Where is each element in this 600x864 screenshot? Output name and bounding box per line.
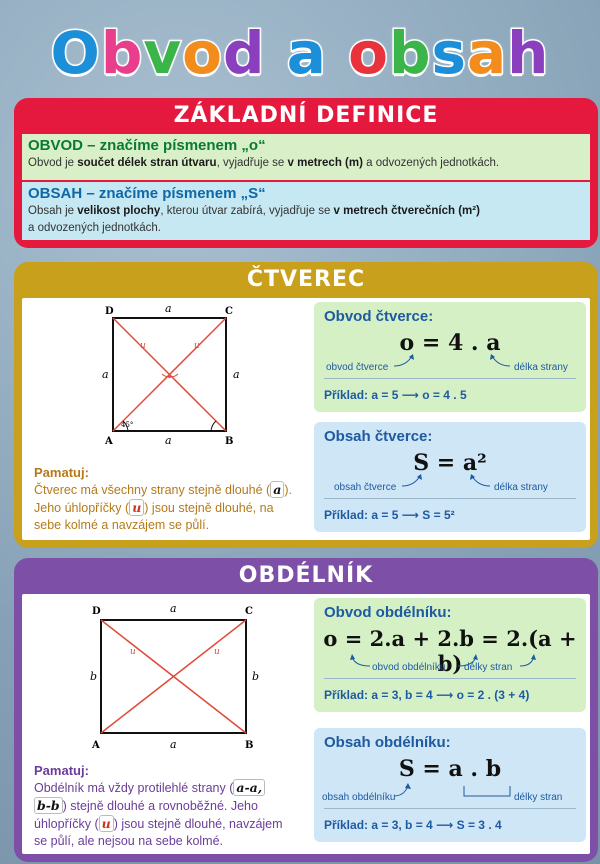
definitions-header: ZÁKLADNÍ DEFINICE <box>173 103 439 128</box>
title-letter: b <box>388 19 432 87</box>
remember-line-2: b-b ) stejně dlouhé a rovnoběžné. Jeho <box>34 797 309 815</box>
vertex-a: A <box>105 436 113 447</box>
square-center-dot <box>168 376 170 378</box>
divider <box>324 378 576 379</box>
remember-line-4: se půlí, ale nejsou na sebe kolmé. <box>34 834 224 848</box>
square-area-example: Příklad: a = 5 ⟶ S = 5² <box>324 508 455 522</box>
square-perimeter-formula: o = 4 . a <box>399 330 501 356</box>
square-perimeter-example: Příklad: a = 5 ⟶ o = 4 . 5 <box>324 388 467 402</box>
title-letter <box>327 19 348 87</box>
vertex-d: D <box>105 306 114 317</box>
square-section <box>14 262 598 548</box>
rectangle-area-panel <box>314 728 586 842</box>
side-label-top: a <box>165 302 172 315</box>
vertex-c: C <box>245 606 253 617</box>
label-obsah-obdelniku: obsah obdélníku <box>322 792 396 803</box>
title-letter: h <box>507 19 550 87</box>
title-letter: o <box>182 19 224 87</box>
side-label-left: a <box>102 368 109 381</box>
side-a-top: a <box>170 602 177 615</box>
remember-line-1: Čtverec má všechny strany stejně dlouhé ( a ). <box>34 482 292 497</box>
obvod-text: Obvod je součet délek stran útvaru, vyjadřuje se v metrech (m) a odvozených jednotkách. <box>28 157 500 169</box>
panel-title: Obsah obdélníku: <box>324 734 451 751</box>
diag-label-2: u <box>214 647 220 657</box>
label-delky-stran: délky stran <box>514 792 563 803</box>
rectangle-area-example: Příklad: a = 3, b = 4 ⟶ S = 3 . 4 <box>324 818 502 832</box>
obsah-text: Obsah je velikost plochy, kterou útvar zabírá, vyjadřuje se v metrech čtverečních (m²) a odvozených jednotkách. <box>28 205 480 234</box>
title-letter: b <box>100 19 144 87</box>
rectangle-remember-note <box>34 762 309 850</box>
title-letter: a <box>286 19 327 87</box>
title-letter: o <box>348 19 389 87</box>
vertex-b: B <box>225 436 234 447</box>
title-letter: v <box>143 19 183 87</box>
obsah-heading: OBSAH – značíme písmenem „S“ <box>28 185 266 202</box>
square-header: ČTVEREC <box>246 267 366 292</box>
divider <box>324 498 576 499</box>
title-letter: O <box>50 19 101 87</box>
square-body <box>22 298 590 540</box>
label-obsah-ctverce: obsah čtverce <box>334 482 397 493</box>
vertex-c: C <box>225 306 233 317</box>
panel-title: Obsah čtverce: <box>324 428 433 445</box>
side-a-bottom: a <box>170 738 177 751</box>
remember-line-3: úhlopříčky ( u ) jsou stejně dlouhé, navzájem <box>34 816 283 831</box>
side-b-right: b <box>252 670 260 683</box>
obvod-definition <box>22 134 590 180</box>
definitions-body <box>22 134 590 240</box>
diag-label-1: u <box>140 341 146 351</box>
label-delka-strany: délka strany <box>514 362 568 373</box>
angle-label: 45° <box>121 421 134 429</box>
square-area-formula: S = a² <box>413 450 487 476</box>
rectangle-body <box>22 594 590 854</box>
remember-line-1: Obdélník má vždy protilehlé strany ( a-a, <box>34 779 309 797</box>
rectangle-area-formula: S = a . b <box>398 756 502 782</box>
rectangle-perimeter-formula: o = 2.a + 2.b = 2.(a + b) <box>323 626 577 676</box>
label-delky-stran: délky stran <box>464 662 513 673</box>
side-label-right: a <box>233 368 240 381</box>
rectangle-diagram <box>22 594 312 754</box>
remember-title: Pamatuj: <box>34 763 89 778</box>
label-obvod-ctverce: obvod čtverce <box>326 362 389 373</box>
rectangle-section <box>14 558 598 862</box>
square-perimeter-panel <box>314 302 586 412</box>
rectangle-perimeter-example: Příklad: a = 3, b = 4 ⟶ o = 2 . (3 + 4) <box>324 688 530 702</box>
square-remember-note <box>34 464 309 534</box>
square-angle-arc-b <box>211 421 216 431</box>
vertex-b: B <box>245 740 254 751</box>
panel-title: Obvod obdélníku: <box>324 604 452 621</box>
square-diagram <box>22 298 312 458</box>
rectangle-header: OBDÉLNÍK <box>238 563 374 588</box>
page-title <box>0 18 600 88</box>
remember-title: Pamatuj: <box>34 465 89 480</box>
diag-label-1: u <box>130 647 136 657</box>
diag-label-2: u <box>194 341 200 351</box>
label-obvod-obdelniku: obvod obdélníku <box>372 662 446 673</box>
remember-line-2: Jeho úhlopříčky ( u ) jsou stejně dlouhé, na <box>34 500 274 515</box>
title-letter: a <box>467 19 508 87</box>
square-area-panel <box>314 422 586 532</box>
label-delka-strany: délka strany <box>494 482 548 493</box>
vertex-a: A <box>92 740 100 751</box>
vertex-d: D <box>92 606 101 617</box>
remember-line-3: sebe kolmé a navzájem se půlí. <box>34 518 210 532</box>
divider <box>324 808 576 809</box>
title-letter: d <box>223 19 266 87</box>
title-letter: s <box>431 19 468 87</box>
rectangle-perimeter-panel <box>314 598 586 712</box>
definitions-section <box>14 98 598 248</box>
divider <box>324 678 576 679</box>
side-label-bottom: a <box>165 434 172 447</box>
obvod-heading: OBVOD – značíme písmenem „o“ <box>28 137 266 154</box>
obsah-definition <box>22 182 590 240</box>
title-letter <box>266 19 287 87</box>
panel-title: Obvod čtverce: <box>324 308 434 325</box>
side-b-left: b <box>90 670 98 683</box>
formula-arrows <box>314 652 586 672</box>
